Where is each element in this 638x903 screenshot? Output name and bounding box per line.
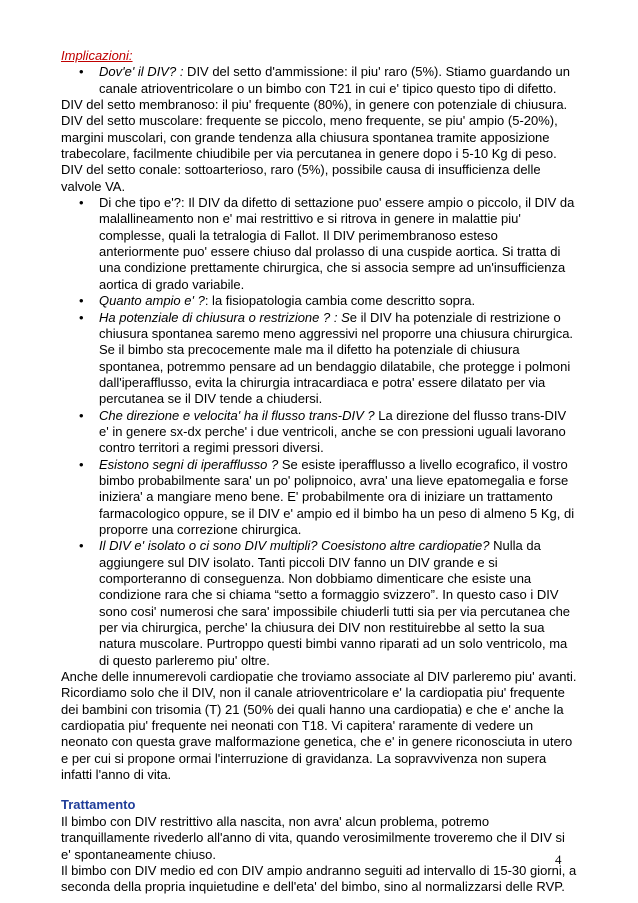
list-item-text: e il DIV ha potenziale di restrizione o chiusura spontanea saremo meno aggressivi nel proporre una chiusura chirurgica. Se il bimbo sta precocemente male ma il difetto ha potenziale di chiusura spontanea, potremmo pensare ad un bendaggio dilatabile, che protegge i polmoni dall'iperafflusso, evita la chirurgia intracardiaca e potra' essere dilatato per via percutanea se il DIV tende a chiudersi. [99, 309, 574, 407]
list-item-question: Dov'e' il DIV? : [99, 64, 184, 80]
bullet-icon: • [79, 309, 84, 325]
treatment-paragraph-restrictive: Il bimbo con DIV restrittivo alla nascita, non avra' alcun problema, potremo tranquillamente rivederlo all'anno di vita, quando verosimilmente troveremo che il DIV si e' spontaneamente chiuso. [61, 813, 565, 862]
list-item-question: Ha potenziale di chiusura o restrizione ? : S [99, 309, 350, 325]
bullet-icon: • [79, 538, 84, 554]
list-item [61, 457, 578, 539]
bullet-icon: • [79, 456, 84, 472]
list-item [61, 408, 578, 457]
list-item-text: : la fisiopatologia cambia come descritto sopra. [204, 293, 476, 309]
treatment-paragraph-medium-large: Il bimbo con DIV medio ed con DIV ampio andranno seguiti ad intervallo di 15-30 giorni, a seconda della propria inquietudine e dell'eta' del bimbo, sino al normalizzarsi delle RVP. [61, 862, 577, 895]
list-item-text: Di che tipo e'?: Il DIV da difetto di settazione puo' essere ampio o piccolo, il DIV da malallineamento non e' mai restrittivo e si ritrova in genere in malattie piu' complesse, quali la tetralogia di Fallot. Il DIV perimembranoso esteso anteriormente puo' essere chiuso dal prolasso di una cuspide aortica. Si tratta di una condizione prettamente chirurgica, che si associa sempre ad un'insufficienza aortica di grado variabile. [99, 195, 575, 292]
list-item-text: La direzione del flusso trans-DIV e' in genere sx-dx perche' i due ventricoli, anche se con pressioni uguali lavorano contro territori a regimi pressori diversi. [99, 407, 567, 456]
associated-cardiopathies-paragraph: Anche delle innumerevoli cardiopatie che troviamo associate al DIV parleremo piu' avanti. Ricordiamo solo che il DIV, non il canale atrioventricolare e' la cardiopatia piu' frequente dei bambini con trisomia (T) 21 (50% dei quali hanno una cardiopatia) e che e' anche la cardiopatia piu' frequente nei neonati con T18. Vi capitera' raramente di vedere un neonato con questa grave malformazione genetica, che e' in genere riconosciuta in utero e per cui si propone ormai l'interruzione di gravidanza. La sopravvivenza non supera infatti l'anno di vita. [61, 669, 577, 783]
bullet-icon: • [79, 293, 84, 309]
list-item [61, 538, 578, 669]
list-item [61, 293, 578, 309]
list-item [61, 64, 578, 97]
treatment-heading: Trattamento [61, 797, 136, 813]
implications-heading: Implicazioni: [61, 48, 133, 63]
list-item-question: Esistono segni di iperafflusso ? [99, 456, 279, 472]
list-item-text: Nulla da aggiungere sul DIV isolato. Tanti piccoli DIV fanno un DIV grande e si comporteranno di conseguenza. Non dobbiamo dimenticare che esiste una condizione rara che si chiama “setto a formaggio svizzero”. In questo caso i DIV sono cosi' numerosi che sara' impossibile chiuderli tutti sia per via percutanea che per via chirurgica, perche' la chiusura dei DIV non restituirebbe al setto la sua natura muscolare. Purtroppo questi bimbi vanno riparati ad un solo ventricolo, ma di questo parleremo piu' oltre. [99, 538, 571, 668]
septum-types-paragraph: DIV del setto membranoso: il piu' frequente (80%), in genere con potenziale di chiusura. DIV del setto muscolare: frequente se piccolo, meno frequente, se piu' ampio (5-20%), margini muscolari, con grande tendenza alla chiusura spontanea tramite apposizione trabecolare, facilmente chiudibile per via percutanea in genere dopo i 5-10 Kg di peso. DIV del setto conale: sottoarterioso, raro (5%), possibile causa di insufficienza delle valvole VA. [61, 97, 568, 194]
list-item [61, 195, 578, 293]
list-item-question: Quanto ampio e' ? [99, 293, 205, 309]
bullet-icon: • [79, 407, 84, 423]
bullet-icon: • [79, 64, 84, 80]
section-spacer [61, 783, 578, 797]
list-item-text: DIV del setto d'ammissione: il piu' raro (5%). Stiamo guardando un canale atrioventricolare o un bimbo con T21 in cui e' tipico questo tipo di difetto. [99, 64, 570, 96]
list-item [61, 310, 578, 408]
questions-list [61, 195, 578, 669]
bullet-icon: • [79, 195, 84, 211]
page-number: 4 [555, 852, 562, 867]
implications-list [61, 64, 578, 97]
list-item-question: Il DIV e' isolato o ci sono DIV multipli? Coesistono altre cardiopatie? [99, 538, 490, 554]
list-item-text: Se esiste iperafflusso a livello ecografico, il vostro bimbo probabilmente sara' un po' polipnoico, avra' una lieve epatomegalia e forse iniziera' a mangiare meno bene. E' probabilmente ora di iniziare un trattamento farmacologico oppure, se il DIV e' ampio ed il bimbo ha un peso di almeno 5 Kg, di proporre una correzione chirurgica. [99, 456, 575, 537]
list-item-question: Che direzione e velocita' ha il flusso trans-DIV ? [99, 407, 375, 423]
